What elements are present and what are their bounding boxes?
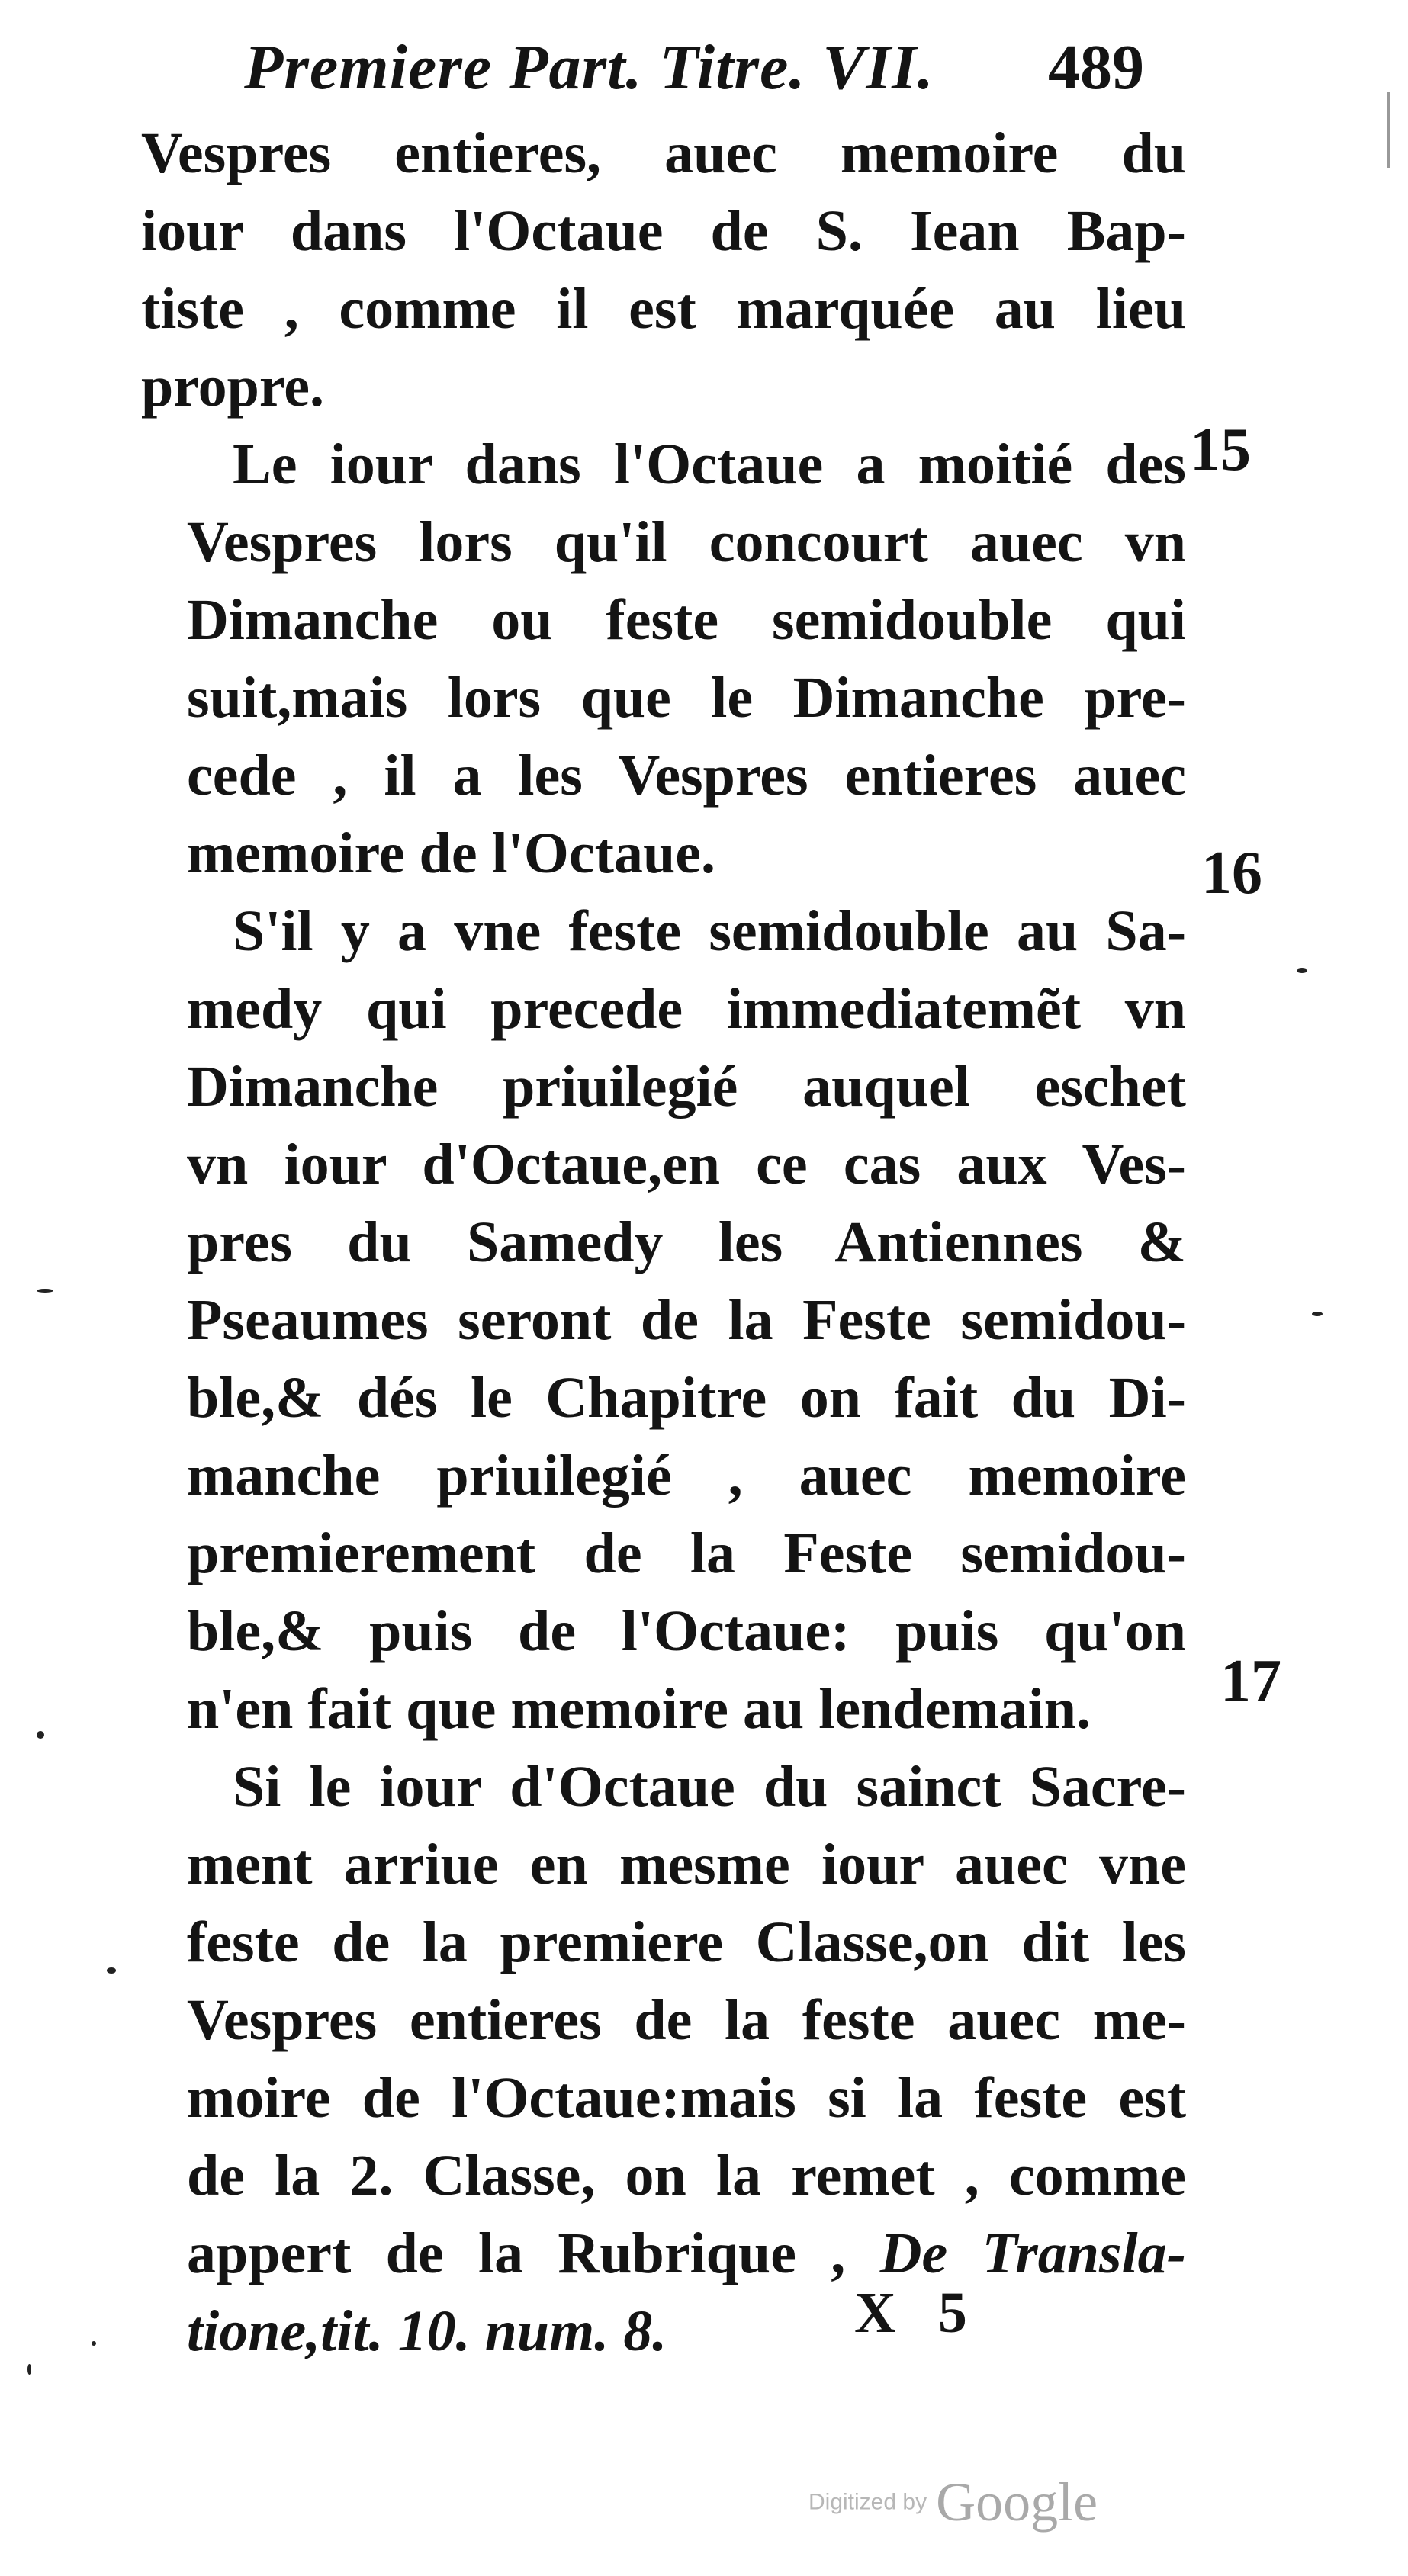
text-line: ble,& puis de l'Octaue: puis qu'on xyxy=(187,1599,1186,1663)
text-line: suit,mais lors que le Dimanche pre- xyxy=(187,666,1186,730)
text-line: propre. xyxy=(141,355,324,419)
margin-number-15: 15 xyxy=(1190,416,1251,483)
text-line: Si le iour d'Octaue du sainct Sacre- xyxy=(233,1755,1186,1819)
text-line: tiste , comme il est marquée au lieu xyxy=(141,277,1186,341)
text-line: pres du Samedy les Antiennes & xyxy=(187,1210,1186,1274)
text-line: Pseaumes seront de la Feste semidou- xyxy=(187,1288,1186,1352)
text-line: premierement de la Feste semidou- xyxy=(187,1521,1186,1585)
scan-edge-mark xyxy=(1387,92,1390,168)
ink-speck xyxy=(37,1289,53,1293)
margin-number-17: 17 xyxy=(1220,1648,1281,1715)
paragraph-2 xyxy=(141,426,1186,892)
ink-speck xyxy=(92,2341,96,2346)
text-line: de la 2. Classe, on la remet , comme xyxy=(187,2144,1186,2208)
body-text xyxy=(141,114,1186,2370)
signature-mark: X 5 xyxy=(854,2281,981,2345)
text-fragment: appert de la Rubrique , xyxy=(187,2221,846,2285)
digitized-watermark xyxy=(808,2471,1098,2534)
page-header xyxy=(244,31,1144,114)
text-line: Dimanche priuilegié auquel eschet xyxy=(187,1055,1186,1119)
text-line: cede , il a les Vespres entieres auec xyxy=(187,744,1186,808)
paragraph-3 xyxy=(141,892,1186,1748)
text-line: medy qui precede immediatemẽt vn xyxy=(187,977,1186,1041)
google-logo: Google xyxy=(936,2472,1098,2533)
paragraph-1 xyxy=(141,114,1186,426)
text-line: iour dans l'Octaue de S. Iean Bap- xyxy=(141,199,1186,263)
text-line: feste de la premiere Classe,on dit les xyxy=(187,1910,1186,1974)
paragraph-4 xyxy=(141,1748,1186,2370)
ink-speck xyxy=(1312,1312,1323,1316)
ink-speck xyxy=(107,1967,116,1974)
text-line: Vespres lors qu'il concourt auec vn xyxy=(187,510,1186,574)
text-line: S'il y a vne feste semidouble au Sa- xyxy=(233,899,1186,963)
ink-speck xyxy=(1297,968,1307,973)
text-line: n'en fait que memoire au lendemain. xyxy=(187,1677,1091,1741)
text-line: ment arriue en mesme iour auec vne xyxy=(187,1832,1186,1897)
text-line: Vespres entieres, auec memoire du xyxy=(141,121,1186,185)
ink-speck xyxy=(37,1731,44,1739)
text-line: ble,& dés le Chapitre on fait du Di- xyxy=(187,1366,1186,1430)
text-line: manche priuilegié , auec memoire xyxy=(187,1444,1186,1508)
rubric-reference: De Transla- xyxy=(879,2221,1186,2285)
page-number: 489 xyxy=(1048,32,1144,103)
text-line: vn iour d'Octaue,en ce cas aux Ves- xyxy=(187,1132,1186,1196)
text-line: Vespres entieres de la feste auec me- xyxy=(187,1988,1186,2052)
text-line: Le iour dans l'Octaue a moitié des xyxy=(233,432,1186,496)
running-title: Premiere Part. Titre. VII. xyxy=(244,32,934,103)
text-line xyxy=(141,2215,1186,2292)
digitized-by-text: Digitized by xyxy=(808,2489,927,2515)
rubric-reference-continued: tione,tit. 10. num. 8. xyxy=(187,2299,667,2363)
text-line: moire de l'Octaue:mais si la feste est xyxy=(187,2066,1186,2130)
text-line: memoire de l'Octaue. xyxy=(187,821,715,885)
margin-number-16: 16 xyxy=(1201,840,1262,907)
ink-speck xyxy=(27,2364,31,2375)
text-line: Dimanche ou feste semidouble qui xyxy=(187,588,1186,652)
